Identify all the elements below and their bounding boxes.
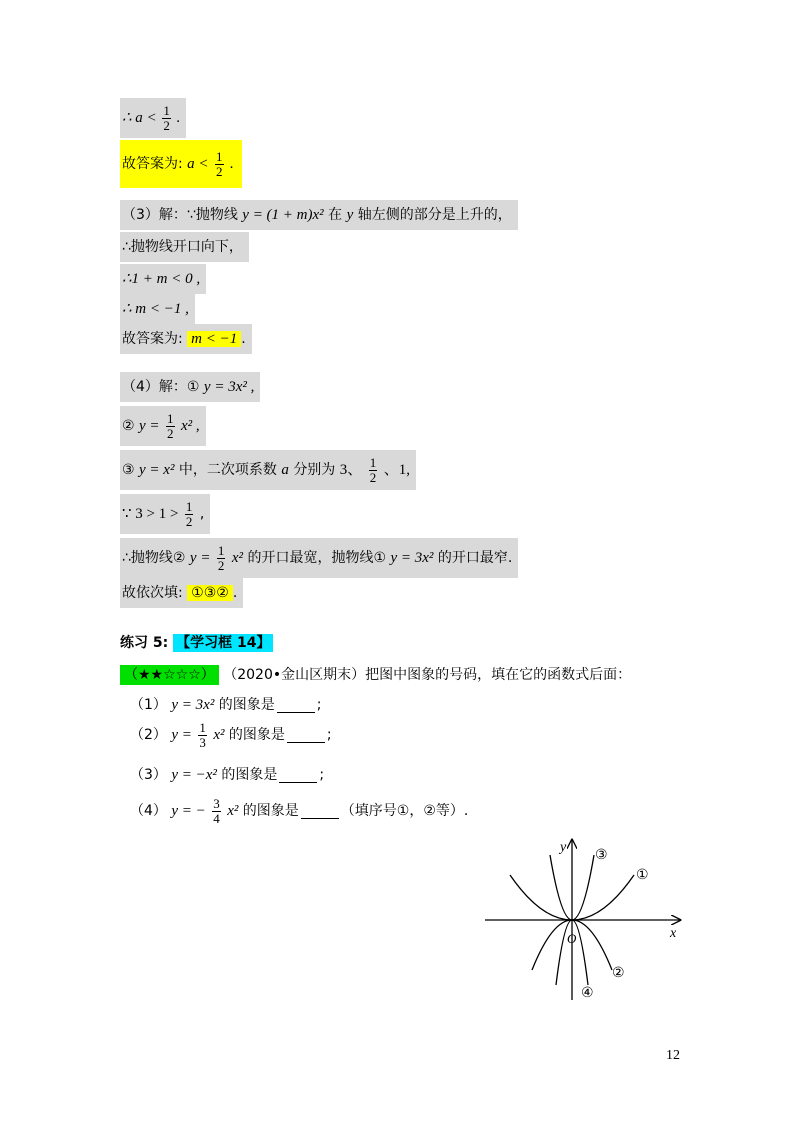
answer-blank[interactable] [279,768,317,783]
curve-label-1: ① [636,868,649,883]
x-axis-label: x [670,926,677,941]
difficulty-stars: （★★☆☆☆） [120,665,219,685]
question-3 [130,760,324,790]
text: . [229,156,234,172]
curve-label-2: ② [612,966,625,981]
answer-blank[interactable] [301,804,339,819]
denominator: 2 [185,513,193,529]
y-axis-label: y [560,840,567,855]
text: 轴左侧的部分是上升的， [357,207,512,223]
text: 的图象是 [221,767,278,783]
text: 分别为 [293,462,336,478]
denominator: 2 [216,163,223,179]
denominator: 2 [163,118,170,134]
denominator: 2 [217,557,225,573]
text: （4）解：① [122,379,200,395]
variable: y [346,207,354,223]
text: ; [316,697,322,713]
text: （3）解：∵抛物线 [122,207,238,223]
solution4-line2 [120,406,206,446]
fraction-half [369,456,378,485]
fraction-half [166,412,175,441]
solution4-line3 [120,450,416,490]
equation: x² [227,803,239,819]
fraction-third [198,721,207,750]
denominator: 2 [369,469,377,485]
equation: y = −x² [171,767,217,783]
text: . [176,110,181,126]
fraction-three-quarters [212,797,221,826]
exercise-title [120,628,273,658]
solution3-line3: ∴1 + m < 0 , [120,264,206,294]
exercise-intro [120,660,631,690]
numerator: 1 [167,410,174,426]
text: . [241,331,246,347]
equation: y = 3x² , [203,379,255,395]
answer-label: 故依次填: [122,585,183,601]
curve-label-3: ③ [595,848,608,863]
question-number: （1） [130,697,167,713]
origin-label: O [567,931,577,946]
equation: y = (1 + m)x² [242,207,324,223]
equation: y = [139,418,160,434]
question-2 [130,720,332,750]
question-number: （3） [130,767,167,783]
text: 的图象是 [228,727,285,743]
number: 、1, [383,462,410,478]
numerator: 1 [369,454,377,470]
solution4-line5 [120,538,518,578]
fraction-half [217,544,226,573]
solution2-answer [120,140,242,188]
answer-label: 故答案为: [122,156,183,172]
question-number: （2） [130,727,167,743]
equation: x² [213,727,225,743]
answer-label: 故答案为: [122,331,183,347]
answer-value: ①③② [187,585,233,601]
equation: x² [231,550,244,566]
text: 中，二次项系数 [178,462,277,478]
solution2-conclusion [120,98,186,138]
curve-label-4: ④ [581,986,594,1001]
page-number: 12 [666,1048,680,1063]
numerator: 1 [185,498,193,514]
text: （填序号①，②等）. [340,803,469,819]
text: 的图象是 [218,697,275,713]
question-1 [130,690,321,720]
text: ∴抛物线② [122,550,186,566]
equation: y = [171,727,192,743]
text: . [232,585,238,601]
numerator: 3 [213,795,220,811]
text: , [199,506,205,522]
solution4-line1 [120,372,260,402]
inequality: ∵ 3 > 1 > [122,506,179,522]
answer-blank[interactable] [287,728,325,743]
equation: y = − [171,803,206,819]
text: 在 [328,207,343,223]
parabola-graph [480,835,690,1005]
solution3-line1 [120,200,518,230]
equation: y = [189,550,211,566]
answer-value: m < −1 [187,331,241,347]
equation: y = 3x² [171,697,215,713]
exercise-label: 练习 5: [120,635,169,651]
denominator: 3 [199,734,206,750]
solution3-line4: ∴ m < −1 , [120,294,195,324]
question-number: （4） [130,803,167,819]
exercise-tag: 【学习框 14】 [173,634,273,652]
solution4-answer [120,578,243,608]
numerator: 1 [199,719,206,735]
numerator: 1 [163,103,170,119]
fraction-half [215,150,224,179]
fraction-half [185,500,194,529]
text: 的图象是 [242,803,299,819]
question-4 [130,796,468,826]
denominator: 4 [213,810,220,826]
variable: a [281,462,289,478]
circled-number: ③ [122,462,135,478]
fraction-half [162,104,171,133]
equation: y = x² [139,462,175,478]
text: ∴ a < [122,110,157,126]
circled-number: ② [122,418,135,434]
equation: y = 3x² [390,550,434,566]
solution3-line2: ∴抛物线开口向下， [120,232,249,262]
solution4-line4 [120,494,210,534]
text: ; [319,767,325,783]
equation: x² , [180,418,200,434]
number: 3、 [339,462,363,478]
denominator: 2 [167,425,174,441]
numerator: 1 [217,542,225,558]
solution3-answer [120,324,252,354]
numerator: 1 [216,148,223,164]
text: 的开口最窄. [437,550,513,566]
text: 的开口最宽，抛物线① [247,550,387,566]
exercise-source: （2020•金山区期末）把图中图象的号码，填在它的函数式后面： [223,667,632,683]
answer-expr: a < [187,156,209,172]
text: ; [326,727,332,743]
answer-blank[interactable] [277,698,315,713]
